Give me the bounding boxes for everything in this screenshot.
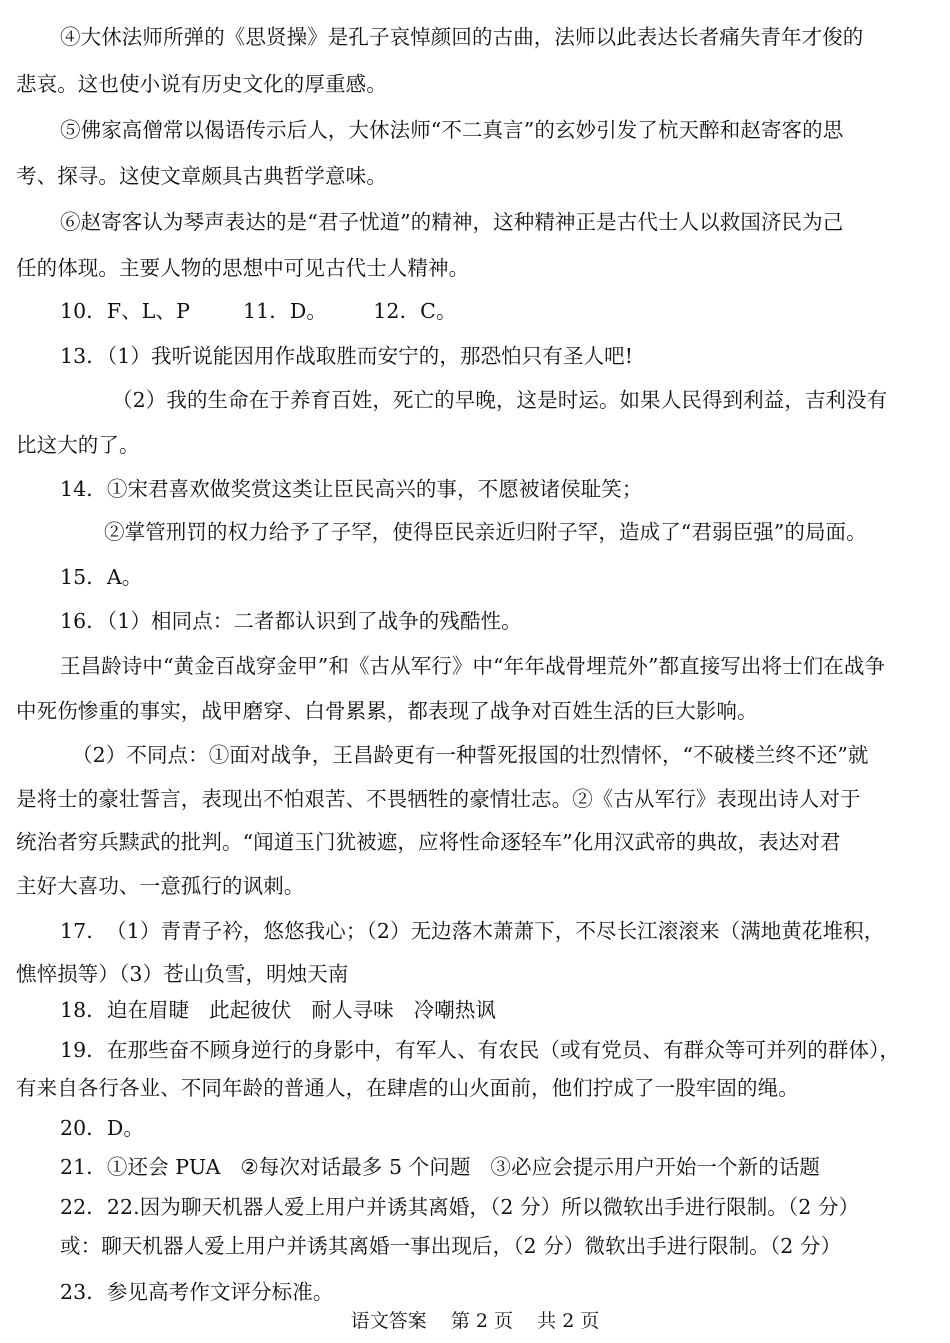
line-text: 21．①还会 PUA ②每次对话最多 5 个问题 ③必应会提示用户开始一个新的话题 (60, 1155, 821, 1179)
line-text: 是将士的豪壮誓言，表现出不怕艰苦、不畏牺牲的豪情壮志。②《古从军行》表现出诗人对于 (16, 787, 861, 811)
answer-line (60, 344, 945, 368)
answer-line (72, 743, 945, 767)
answer-line (60, 25, 945, 49)
answer-line (60, 477, 945, 501)
answer-line (60, 1038, 945, 1062)
line-text: 17. （1）青青子衿，悠悠我心；（2）无边落木萧萧下，不尽长江滚滚来（满地黄花堆积， (60, 919, 885, 943)
line-text: 主好大喜功、一意孤行的讽刺。 (16, 874, 305, 898)
answer-line (16, 433, 945, 457)
line-text: ②掌管刑罚的权力给予了子罕，使得臣民亲近归附子罕，造成了“君弱臣强”的局面。 (104, 520, 867, 544)
answer-line (60, 210, 945, 234)
answer-line (16, 72, 945, 96)
line-text: ⑥赵寄客认为琴声表达的是“君子忧道”的精神，这种精神正是古代士人以救国济民为己 (60, 210, 844, 234)
answer-line (16, 787, 945, 811)
line-text: ④大休法师所弹的《思贤操》是孔子哀悼颜回的古曲，法师以此表达长者痛失青年才俊的 (60, 25, 864, 49)
line-text: 15．A。 (60, 565, 143, 589)
answer-line (60, 118, 945, 142)
answer-line (16, 830, 945, 854)
answer-line (60, 654, 945, 678)
line-text: 22．22.因为聊天机器人爱上用户并诱其离婚，（2 分）所以微软出手进行限制。（2 分） (60, 1195, 860, 1219)
answer-line (60, 1195, 945, 1219)
line-text: 18．迫在眉睫 此起彼伏 耐人寻味 冷嘲热讽 (60, 998, 497, 1022)
answer-line (16, 164, 945, 188)
answer-line (16, 962, 945, 986)
line-text: 王昌龄诗中“黄金百战穿金甲”和《古从军行》中“年年战骨埋荒外”都直接写出将士们在战争 (60, 654, 886, 678)
answer-line (60, 919, 945, 943)
answer-line (112, 388, 945, 412)
answer-line (16, 256, 945, 280)
answer-line (60, 998, 945, 1022)
line-text: 20．D。 (60, 1116, 145, 1140)
answer-line (60, 299, 945, 323)
answer-line (16, 699, 945, 723)
answer-line (104, 520, 945, 544)
answer-line (60, 1116, 945, 1140)
line-text: 考、探寻。这使文章颇具古典哲学意味。 (16, 164, 387, 188)
line-text: 23．参见高考作文评分标准。 (60, 1280, 334, 1304)
line-text: 中死伤惨重的事实，战甲磨穿、白骨累累，都表现了战争对百姓生活的巨大影响。 (16, 699, 758, 723)
answer-line (16, 1076, 945, 1100)
answer-line (60, 1155, 945, 1179)
line-text: 10．F、L、P 11．D。 12．C。 (60, 299, 457, 323)
answer-line (60, 565, 945, 589)
line-text: 憔悴损等）（3）苍山负雪，明烛天南 (16, 962, 349, 986)
line-text: （2）不同点：①面对战争，王昌龄更有一种誓死报国的壮烈情怀，“不破楼兰终不还”就 (72, 743, 869, 767)
line-text: 16．（1）相同点：二者都认识到了战争的残酷性。 (60, 609, 522, 633)
line-text: 统治者穷兵黩武的批判。“闻道玉门犹被遮，应将性命逐轻车”化用汉武帝的典故，表达对君 (16, 830, 841, 854)
line-text: 任的体现。主要人物的思想中可见古代士人精神。 (16, 256, 470, 280)
line-text: ⑤佛家高僧常以偈语传示后人，大休法师“不二真言”的玄妙引发了杭天醉和赵寄客的思 (60, 118, 844, 142)
page-footer: 语文答案 第 2 页 共 2 页 (350, 1310, 600, 1332)
answer-line (60, 1280, 945, 1304)
answer-line (60, 1234, 945, 1258)
line-text: （2）我的生命在于养育百姓，死亡的早晚，这是时运。如果人民得到利益，吉利没有 (112, 388, 888, 412)
line-text: 14．①宋君喜欢做奖赏这类让臣民高兴的事，不愿被诸侯耻笑； (60, 477, 643, 501)
line-text: 或：聊天机器人爱上用户并诱其离婚一事出现后，（2 分）微软出手进行限制。（2 分） (60, 1234, 842, 1258)
line-text: 有来自各行各业、不同年龄的普通人，在肆虐的山火面前，他们拧成了一股牢固的绳。 (16, 1076, 799, 1100)
line-text: 悲哀。这也使小说有历史文化的厚重感。 (16, 72, 387, 96)
line-text: 19．在那些奋不顾身逆行的身影中，有军人、有农民（或有党员、有群众等可并列的群体）， (60, 1038, 901, 1062)
answer-line (16, 874, 945, 898)
answer-line (60, 609, 945, 633)
line-text: 13．（1）我听说能因用作战取胜而安宁的，那恐怕只有圣人吧! (60, 344, 634, 368)
line-text: 比这大的了。 (16, 433, 140, 457)
